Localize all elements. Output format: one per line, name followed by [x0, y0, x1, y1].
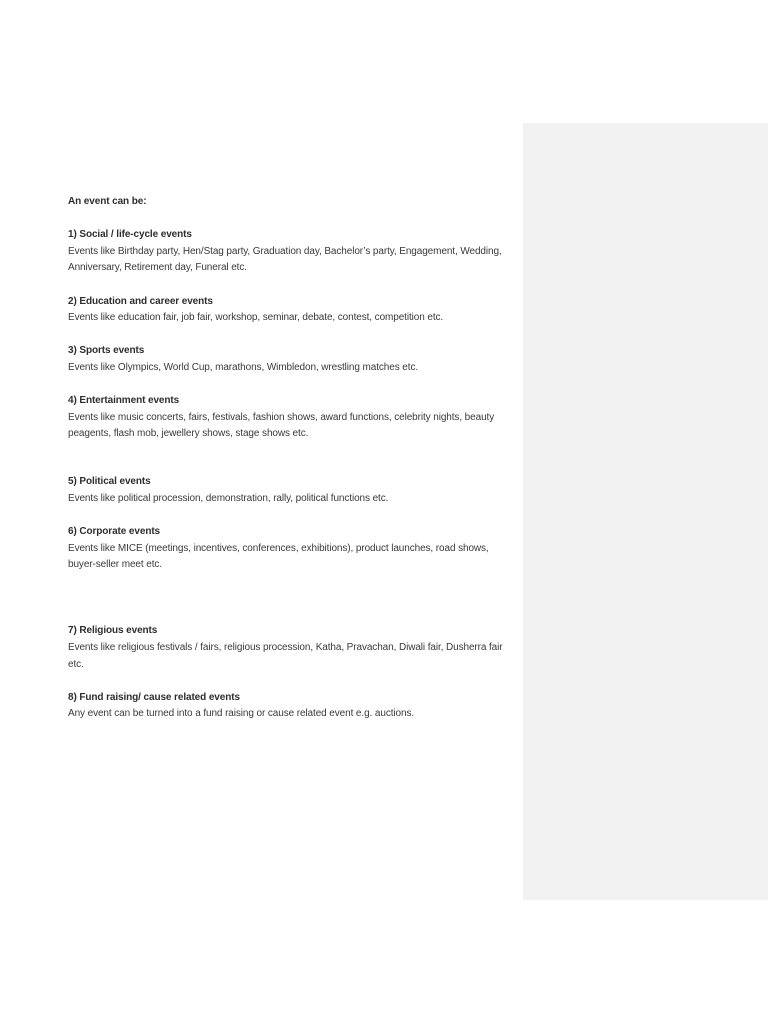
section-education — [68, 294, 514, 327]
spacer — [68, 508, 514, 525]
document-content — [68, 194, 514, 723]
section-title: 3) Sports events — [68, 345, 145, 357]
spacer — [68, 377, 514, 394]
spacer — [68, 574, 514, 624]
section-body: Events like Birthday party, Hen/Stag party, Graduation day, Bachelor’s party, Engagement, Wedding, Anniversary, Retirement day, Funeral etc. — [68, 245, 502, 274]
spacer — [68, 277, 514, 294]
section-body: Events like education fair, job fair, workshop, seminar, debate, contest, competition etc. — [68, 312, 444, 324]
section-entertainment — [68, 393, 514, 443]
section-body: Events like Olympics, World Cup, marathons, Wimbledon, wrestling matches etc. — [68, 361, 419, 373]
comment-pane — [523, 123, 768, 900]
section-title: 7) Religious events — [68, 625, 158, 637]
spacer — [68, 327, 514, 344]
spacer — [68, 443, 514, 475]
section-title: 1) Social / life-cycle events — [68, 229, 192, 241]
spacer — [68, 673, 514, 690]
section-body: Events like religious festivals / fairs, religious procession, Katha, Pravachan, Diwali fair, Dusherra fair etc. — [68, 642, 503, 670]
section-political — [68, 474, 514, 507]
section-title: 4) Entertainment events — [68, 395, 180, 407]
section-fund-raising — [68, 690, 514, 723]
section-title: 6) Corporate events — [68, 526, 161, 538]
section-body: Events like music concerts, fairs, festivals, fashion shows, award functions, celebrity nights, beauty peagents, flash mob, jewellery shows, stage shows etc. — [68, 411, 495, 440]
section-body: Any event can be turned into a fund raising or cause related event e.g. auctions. — [68, 708, 415, 720]
section-social — [68, 227, 514, 277]
intro-text: An event can be: — [68, 196, 147, 207]
section-corporate — [68, 524, 514, 574]
section-body: Events like political procession, demonstration, rally, political functions etc. — [68, 493, 389, 504]
section-religious — [68, 623, 514, 673]
section-body: Events like MICE (meetings, incentives, conferences, exhibitions), product launches, road shows, buyer-seller meet etc. — [68, 542, 489, 571]
section-title: 5) Political events — [68, 476, 151, 488]
section-title: 8) Fund raising/ cause related events — [68, 691, 240, 703]
section-sports — [68, 343, 514, 376]
section-title: 2) Education and career events — [68, 295, 213, 307]
